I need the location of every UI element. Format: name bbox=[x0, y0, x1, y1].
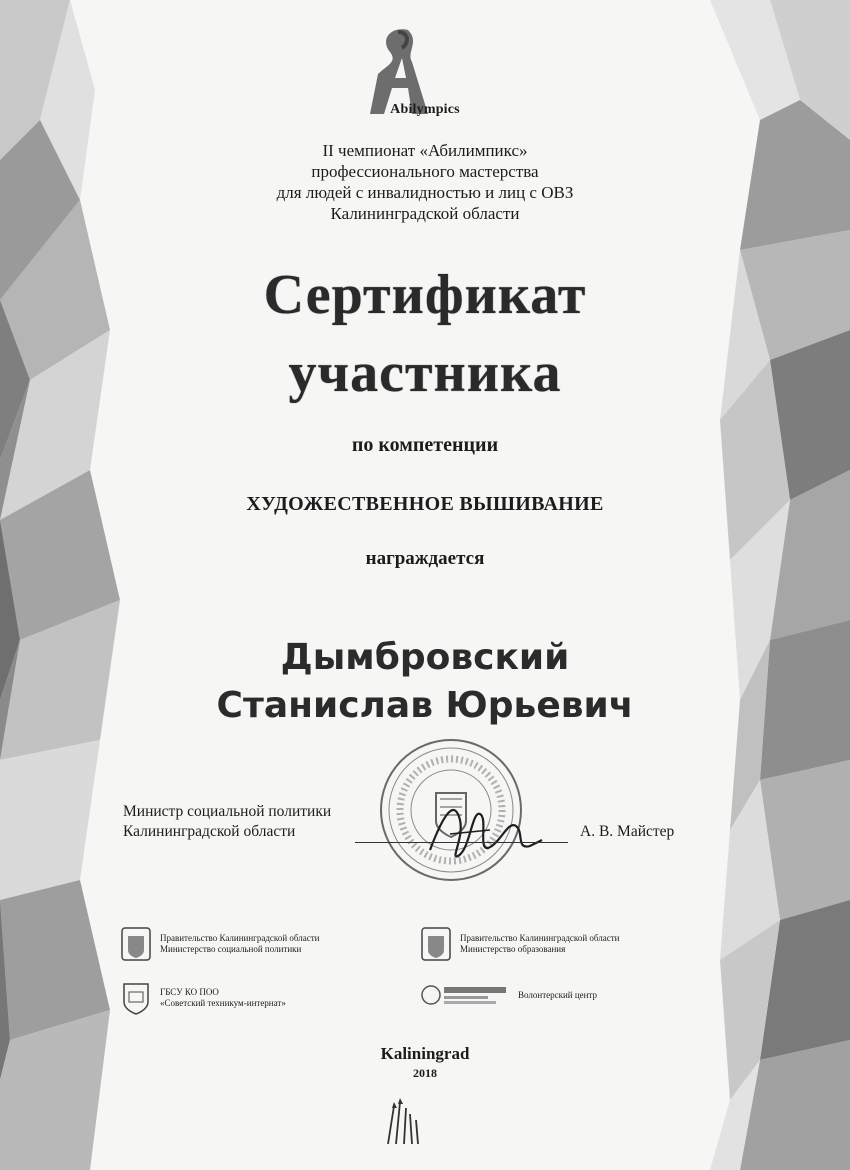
partner-technical-school bbox=[120, 980, 286, 1016]
partner-3-line-1: ГБСУ КО ПОО bbox=[160, 987, 219, 997]
title-line-1: Сертификат bbox=[263, 264, 587, 326]
awarded-label: награждается bbox=[365, 548, 485, 569]
signatory-name: А. В. Майстер bbox=[580, 823, 675, 840]
partner-education-ministry bbox=[420, 926, 620, 962]
signature bbox=[420, 790, 550, 870]
title-line-2: участника bbox=[288, 342, 562, 404]
partner-3-line-2: «Советский техникум-интернат» bbox=[160, 998, 286, 1008]
footer-city: Kaliningrad bbox=[380, 1044, 470, 1063]
volunteer-logo-icon bbox=[420, 984, 510, 1006]
competence-name: ХУДОЖЕСТВЕННОЕ ВЫШИВАНИЕ bbox=[246, 493, 604, 515]
partner-2-line-2: Министерство образования bbox=[460, 944, 566, 954]
header-line-2: профессионального мастерства bbox=[311, 162, 539, 181]
recipient-name bbox=[0, 634, 850, 730]
coat-of-arms-icon bbox=[120, 926, 152, 962]
header-line-4: Калининградской области bbox=[330, 204, 520, 223]
recipient-surname: Дымбровский bbox=[280, 637, 570, 678]
signatory-role-line-1: Министр социальной политики bbox=[123, 803, 332, 820]
partner-1-line-2: Министерство социальной политики bbox=[160, 944, 302, 954]
partner-1-line-1: Правительство Калининградской области bbox=[160, 933, 320, 943]
championship-header bbox=[0, 140, 850, 224]
recipient-given-name: Станислав Юрьевич bbox=[216, 685, 634, 726]
school-emblem-icon bbox=[120, 980, 152, 1016]
partner-2-line-1: Правительство Калининградской области bbox=[460, 933, 620, 943]
header-line-3: для людей с инвалидностью и лиц с ОВЗ bbox=[276, 183, 574, 202]
arrows-emblem-icon bbox=[380, 1098, 426, 1146]
competence-label: по компетенции bbox=[351, 434, 499, 456]
footer-year: 2018 bbox=[413, 1066, 437, 1080]
header-line-1: II чемпионат «Абилимпикс» bbox=[322, 141, 528, 160]
certificate-title bbox=[0, 256, 850, 412]
coat-of-arms-icon bbox=[420, 926, 452, 962]
signature-line bbox=[355, 842, 568, 843]
brand-name: Abilympics bbox=[390, 102, 460, 117]
signatory-role bbox=[123, 802, 331, 842]
partner-social-ministry bbox=[120, 926, 320, 962]
partner-volunteer-center bbox=[420, 984, 597, 1006]
signatory-role-line-2: Калининградской области bbox=[123, 823, 296, 840]
partner-4-label: Волонтерский центр bbox=[518, 989, 598, 1000]
